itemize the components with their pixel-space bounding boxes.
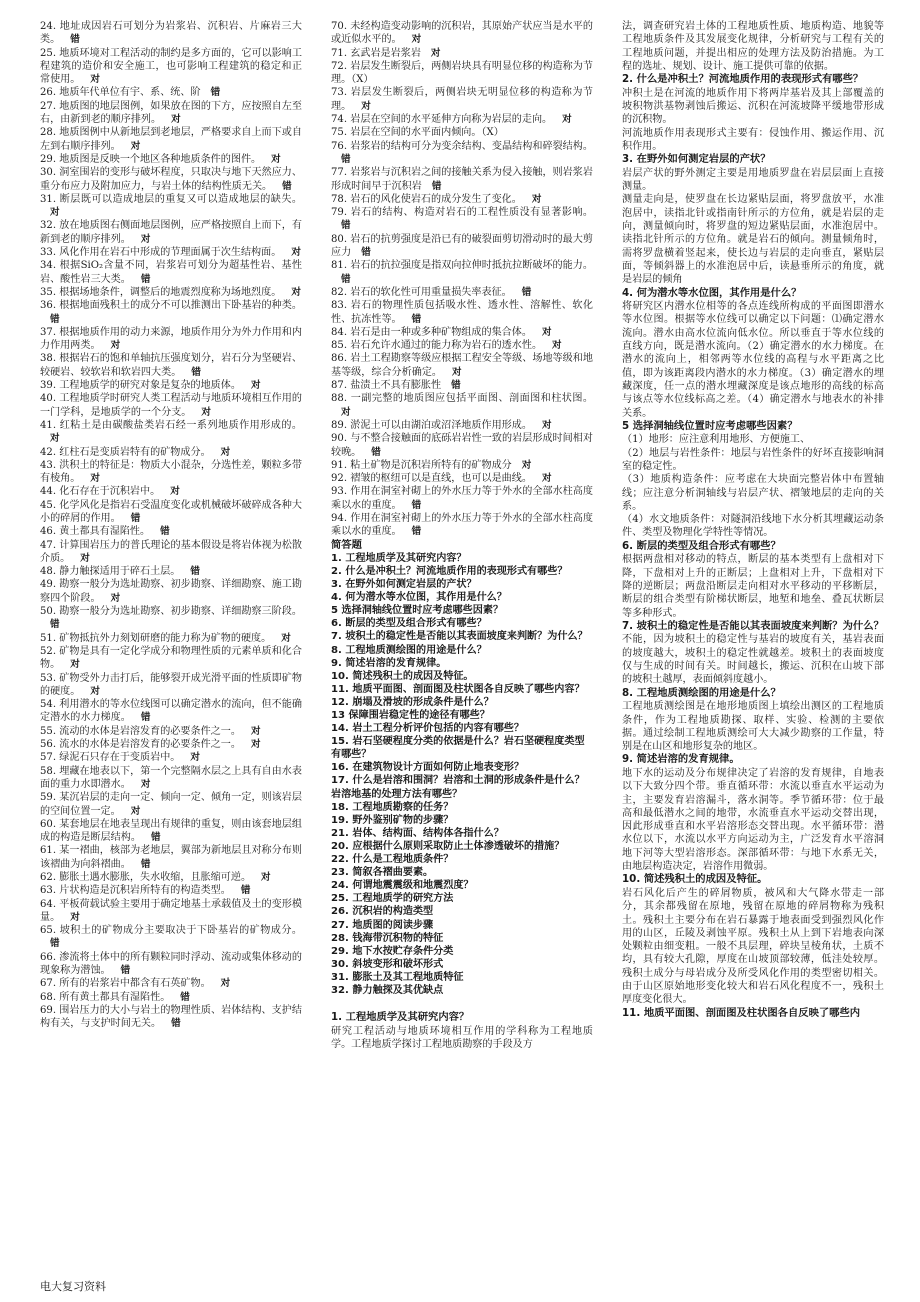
statement-text: 74. 岩层在空间的水平延伸方向称为岩层的走向。 — [331, 114, 553, 126]
statement-text: 29. 地质图是反映一个地区各种地质条件的图件。 — [40, 153, 262, 165]
answer-mark: 对 — [220, 978, 231, 990]
answer-mark: 错 — [411, 313, 422, 325]
statement-text: 92. 褶皱的枢纽可以是直线，也可以是曲线。 — [331, 473, 532, 485]
true-false-item — [40, 765, 302, 792]
answer-mark: 对 — [50, 207, 60, 219]
question-item: 18. 工程地质勘察的任务？ — [331, 801, 454, 813]
answer-mark: 对 — [50, 433, 60, 445]
question-item: 8. 工程地质测绘图的用途是什么？ — [331, 644, 487, 656]
statement-text: 75. 岩层在空间的水平面内倾向。（X） — [331, 127, 504, 139]
answer-mark: 对 — [521, 459, 532, 471]
true-false-item — [40, 844, 302, 871]
answer-mark: 错 — [160, 526, 170, 538]
statement-text: 78. 岩石的风化使岩石的成分发生了变化。 — [331, 193, 522, 205]
question-item: 2. 什么是冲积土？河流地质作用的表现形式有哪些？ — [331, 565, 568, 577]
answer-mark: 对 — [452, 366, 462, 378]
true-false-item — [331, 379, 593, 392]
answer-paragraph: 岩石风化后产生的碎屑物质，被风和大气降水带走一部分，其余都残留在原地，残留在原地的碎屑物称为残积土。残积土主要分布在岩石暴露于地表面受到强烈风化作用的山区，丘陵及剥蚀平原。残积土从上到下岩地表向深处颗粒由细变粗。一般不具层理，碎块呈棱角状，土质不均，具有较大孔隙，厚度在山坡顶部较薄，低洼处较厚。残积土成分与母岩成分及所受风化作用的类型密切相关。由于山区原始地形变化较大和岩石风化程度不一，残积土厚度变化很大。 — [622, 887, 884, 1006]
statement-text: 59. 某沉岩层的走向一定、倾向一定、倾角一定，则该岩层的空间位置一定。 — [40, 792, 302, 817]
answer-mark: 对 — [190, 752, 200, 764]
question-item: 25. 工程地质学的研究方法 — [331, 893, 454, 905]
true-false-item — [40, 525, 302, 538]
true-false-item — [40, 153, 302, 166]
question-item: 17. 什么是岩溶和围洞？岩溶和土洞的形成条件是什么？岩溶地基的处理方法有哪些？ — [331, 775, 585, 800]
answer-paragraph: 地下水的运动及分布规律决定了岩溶的发育规律，自地表以下大致分四个带。垂直循环带：水流以垂直水平运动为主，主要发育岩溶漏斗，落水洞等。季节循环带：位于最高和最低潜水之间的地带，水流垂直水平运动交替出现，因此形成垂直和水平岩溶形态交替出现。水平循环带：潜水位以下，水流以水平方向运动为主，广泛发育水平溶洞地下河等大型岩溶形态。深部循环带：与地下水系无关，由地层构造决定，岩溶作用微弱。 — [622, 768, 884, 873]
true-false-item — [40, 20, 302, 47]
answer-heading: 10. 简述残积土的成因及特征。 — [622, 873, 768, 886]
spacer — [331, 997, 593, 1011]
true-false-item — [40, 246, 302, 259]
answer-mark: 错 — [50, 938, 60, 950]
true-false-item — [40, 193, 302, 220]
answer-mark: 对 — [80, 552, 90, 564]
statement-text: 85. 岩石允许水通过的能力称为岩石的透水性。 — [331, 340, 543, 352]
answer-mark: 错 — [341, 153, 351, 165]
true-false-item — [40, 86, 302, 99]
answer-paragraph: 河流地质作用表现形式主要有：侵蚀作用、搬运作用、沉积作用。 — [622, 127, 884, 152]
answer-heading: 5 选择洞轴线位置时应考虑哪些因素？ — [622, 419, 798, 432]
answer-mark: 错 — [50, 313, 60, 325]
answer-mark: 错 — [210, 87, 221, 99]
statement-text: 60. 某套地层在地表呈现出有规律的重复，则由该套地层组成的构造是断层结构。 — [40, 818, 302, 844]
statement-text: 89. 淤泥土可以由湖泊或沼泽地质作用形成。 — [331, 419, 532, 431]
statement-text: 68. 所有黄土都具有湿陷性。 — [40, 991, 171, 1003]
middle-column — [331, 20, 593, 1051]
answer-mark: 错 — [140, 858, 151, 870]
answer-heading: 8. 工程地质测绘图的用途是什么？ — [622, 686, 781, 699]
statement-text: 47. 计算围岩压力的普氏理论的基本假设是将岩体视为松散介质。 — [40, 539, 302, 564]
answer-mark: 对 — [90, 74, 100, 86]
question-item: 13 保障围岩稳定性的途径有哪些？ — [331, 710, 490, 721]
statement-text: 42. 红柱石是变质岩特有的矿物成分。 — [40, 446, 211, 458]
statement-text: 34. 根据SiO₂含量不同，岩浆岩可划分为超基性岩、基性岩、酸性岩三大类。 — [40, 260, 302, 285]
answer-mark: 错 — [140, 712, 151, 724]
statement-text: 55. 流动的水体是岩溶发育的必要条件之一。 — [40, 725, 241, 737]
answer-mark: 对 — [130, 805, 141, 817]
statement-text: 79. 岩石的结构、构造对岩石的工程性质没有显著影响。 — [331, 207, 593, 219]
true-false-item — [40, 698, 302, 725]
statement-text: 45. 化学风化是指岩石受温度变化或机械破坏破碎成各种大小的碎屑的作用。 — [40, 499, 302, 524]
answer-mark: 错 — [50, 619, 60, 631]
statement-text: 88. 一副完整的地质图应包括平面图、剖面图和柱状图。 — [331, 393, 593, 405]
true-false-item — [331, 339, 593, 352]
question-item: 4. 何为潜水等水位图，其作用是什么？ — [331, 592, 507, 604]
true-false-item — [40, 578, 302, 605]
true-false-item — [40, 259, 302, 286]
true-false-item — [40, 299, 302, 326]
statement-text: 56. 流水的水体是岩溶发育的必要条件之一。 — [40, 739, 241, 751]
true-false-item — [40, 565, 302, 578]
question-item: 6. 断层的类型及组合形式有哪些？ — [331, 618, 487, 630]
true-false-item — [331, 352, 593, 379]
true-false-item — [40, 126, 302, 153]
true-false-item — [40, 791, 302, 818]
statement-text: 72. 岩层发生断裂后，两侧岩块具有明显位移的构造称为节理。（X） — [331, 60, 593, 86]
answer-paragraph: （2）地层与岩性条件：地层与岩性条件的好坏直接影响洞室的稳定性。 — [622, 447, 884, 472]
statement-text: 84. 岩石是由一种或多种矿物组成的集合体。 — [331, 326, 532, 338]
answer-mark: 对 — [90, 685, 100, 697]
statement-text: 26. 地质年代单位有宇、系、统、阶 — [40, 87, 201, 99]
true-false-item — [40, 100, 302, 127]
true-false-item — [331, 140, 593, 167]
question-item: 31. 膨胀土及其工程地质特征 — [331, 971, 464, 983]
statement-text: 46. 黄土都具有湿陷性。 — [40, 526, 151, 538]
true-false-item — [331, 193, 593, 206]
true-false-item — [40, 286, 302, 299]
answer-paragraph: 测量走向是，使罗盘在长边紧贴层面，将罗盘放平，水准泡居中，读指北针或指南针所示的方位角，就是岩层的走向，测量倾向时，将罗盘的短边紧贴层面，水准泡居中。读指北针所示的方位角。就是岩石的倾向。测量倾角时，需将罗盘横着竖起来，使长边与岩层的走向垂直，紧贴层面，等倾斜器上的水准泡居中后，读悬垂所示的角度，就是岩层的倾角 — [622, 194, 884, 286]
answer-mark: 错 — [341, 220, 351, 232]
answer-mark: 对 — [261, 872, 271, 883]
answer-mark: 对 — [430, 47, 441, 59]
answer-mark: 错 — [150, 832, 161, 844]
answer-mark: 错 — [70, 34, 80, 46]
answer-mark: 对 — [291, 247, 301, 259]
statement-text: 32. 放在地质图右侧面地层图例，应严格按照自上而下，有新到老的顺序排列。 — [40, 220, 302, 245]
statement-text: 33. 风化作用在岩石中形成的节理面属于次生结构面。 — [40, 247, 282, 259]
statement-text: 38. 根据岩石的饱和单轴抗压强度划分，岩石分为坚硬岩、较硬岩、较软岩和软岩四大类。 — [40, 353, 302, 378]
true-false-item — [40, 977, 302, 990]
true-false-item — [40, 818, 302, 845]
answer-mark: 错 — [120, 965, 131, 977]
question-item: 28. 钱海带沉积物的特征 — [331, 932, 444, 944]
answer-mark: 错 — [451, 380, 461, 392]
true-false-item — [40, 379, 302, 392]
true-false-item — [331, 512, 593, 539]
true-false-item — [40, 605, 302, 632]
question-item: 20. 应根据什么原则采取防止土体渗透破坏的措施？ — [331, 840, 565, 852]
answer-mark: 错 — [282, 180, 292, 192]
true-false-item — [40, 166, 302, 193]
answer-mark: 错 — [171, 1018, 181, 1030]
answer-mark: 对 — [220, 446, 231, 458]
statement-text: 76. 岩浆岩的结构可分为变余结构、变晶结构和碎裂结构。 — [331, 140, 593, 152]
question-item: 26. 沉积岩的构造类型 — [331, 906, 434, 918]
answer-heading: 1. 工程地质学及其研究内容？ — [331, 1011, 470, 1024]
true-false-item — [331, 392, 593, 419]
question-item: 30. 斜坡变形和破坏形式 — [331, 958, 444, 970]
statement-text: 49. 勘察一般分为选址勘察、初步勘察、详细勘察、施工勘察四个阶段。 — [40, 579, 302, 604]
answer-paragraph: （1）地形：应注意利用地形、方便施工、 — [622, 434, 811, 446]
true-false-item — [331, 113, 593, 126]
statement-text: 41. 红粘土是由碳酸盐类岩石经一系列地质作用形成的。 — [40, 419, 302, 431]
statement-text: 82. 岩石的软化性可用重量损失率表征。 — [331, 286, 512, 298]
statement-text: 66. 渗流将土体中的所有颗粒同时浮动、流动或集体移动的现象称为潜蚀。 — [40, 951, 302, 977]
question-item: 19. 野外鉴别矿物的步骤？ — [331, 814, 454, 826]
true-false-item — [40, 871, 302, 884]
answer-paragraph: 将研究区内潜水位相等的各点连线所构成的平面图即潜水等水位图。根据等水位线可以确定以下问题：⑴确定潜水流向。潜水由高水位流向低水位。所以垂直于等水位线的直线方向，既是潜水流向。（2）确定潜水的水力梯度。在潜水的流向上，相邻两等水位线的高程与水平距离之比值，即为该距离段内潜水的水力梯度。（3）确定潜水的埋藏深度，任一点的潜水埋藏深度是该点地形的高线的标高与该点等水位线标高之差。（4）确定潜水与地表水的补排关系。 — [622, 301, 884, 419]
answer-mark: 对 — [291, 286, 301, 298]
question-item: 3. 在野外如何测定岩层的产状？ — [331, 579, 477, 591]
statement-text: 71. 玄武岩是岩浆岩 — [331, 47, 421, 59]
answer-paragraph: 法，调查研究岩土体的工程地质性质、地质构造、地貌等工程地质条件及其发展变化规律，分析研究与工程有关的工程地质问题，并提出相应的处理方法及防治措施。为工程的选址、规划、设计、施工提供可靠的依据。 — [622, 21, 884, 72]
statement-text: 62. 膨胀土遇水膨胀，失水收缩，且胀缩可逆。 — [40, 872, 252, 883]
answer-mark: 对 — [110, 592, 121, 604]
answer-mark: 对 — [531, 193, 542, 205]
true-false-item — [40, 645, 302, 672]
statement-text: 36. 根据地面残积土的成分不可以推测出下卧基岩的种类。 — [40, 300, 302, 312]
statement-text: 63. 片状构造是沉积岩所特有的构造类型。 — [40, 885, 231, 897]
answer-mark: 对 — [130, 140, 141, 152]
answer-mark: 对 — [110, 340, 121, 352]
answer-mark: 对 — [70, 659, 80, 671]
statement-text: 91. 粘土矿物是沉积岩所特有的矿物成分 — [331, 459, 512, 471]
answer-mark: 对 — [90, 473, 100, 485]
question-item: 9. 简述岩溶的发育规律。 — [331, 657, 447, 669]
true-false-item — [40, 419, 302, 446]
answer-paragraph: （3）地质构造条件：应考虑在大块面完整岩体中布置轴线；应注意分析洞轴线与岩层产状、褶皱地层的走向的关系。 — [622, 474, 884, 512]
answer-mark: 对 — [171, 114, 181, 126]
answer-mark: 对 — [140, 233, 151, 245]
true-false-item — [331, 206, 593, 233]
true-false-item — [40, 884, 302, 897]
answer-heading: 11. 地质平面图、剖面图及柱状图各自反映了哪些内 — [622, 1006, 861, 1019]
question-item: 24. 何谓地震震级和地震烈度？ — [331, 880, 474, 892]
statement-text: 37. 根据地质作用的动力来源，地质作用分为外力作用和内力作用两类。 — [40, 326, 302, 352]
answer-mark: 错 — [130, 512, 141, 524]
true-false-item — [331, 86, 593, 113]
answer-heading: 4. 何为潜水等水位图，其作用是什么？ — [622, 286, 802, 299]
question-item: 1. 工程地质学及其研究内容？ — [331, 552, 467, 564]
question-item: 27. 地质图的阅读步骤 — [331, 919, 434, 931]
true-false-item — [40, 485, 302, 498]
answer-mark: 错 — [190, 566, 200, 578]
answer-mark: 对 — [170, 486, 180, 498]
statement-text: 93. 作用在洞室衬砌上的外水压力等于外水的全部水柱高度乘以水的重度。 — [331, 486, 593, 511]
answer-mark: 对 — [250, 739, 261, 751]
question-item: 29. 地下水按贮存条件分类 — [331, 945, 454, 957]
true-false-item — [40, 446, 302, 459]
true-false-item — [331, 126, 593, 139]
true-false-item — [40, 352, 302, 379]
answer-mark: 对 — [250, 725, 261, 737]
answer-mark: 对 — [541, 473, 552, 485]
answer-mark: 错 — [240, 885, 251, 897]
answer-mark: 错 — [411, 526, 422, 538]
statement-text: 90. 与不整合接触面的底砾岩岩性一致的岩层形成时间相对较晚。 — [331, 433, 593, 458]
true-false-item — [331, 47, 593, 60]
answer-paragraph: 根据两盘相对移动的特点，断层的基本类型有上盘相对下降，下盘相对上升的正断层；上盘相对上升，下盘相对下降的逆断层；两盘沿断层走向相对水平移动的平移断层，断层的组合类型有阶梯状断层，地堑和地垒、叠瓦状断层等多种形式。 — [622, 554, 884, 619]
statement-text: 24. 地址成因岩石可划分为岩浆岩、沉积岩、片麻岩三大类。 — [40, 21, 302, 46]
true-false-item — [40, 751, 302, 764]
true-false-item — [40, 392, 302, 419]
true-false-item — [40, 738, 302, 751]
answer-mark: 对 — [541, 419, 552, 431]
true-false-item — [40, 499, 302, 526]
true-false-item — [40, 632, 302, 645]
true-false-item — [40, 459, 302, 486]
true-false-item — [331, 299, 593, 326]
answer-mark: 错 — [521, 286, 532, 298]
statement-text: 64. 平板荷载试验主要用于确定地基土承载值及土的变形模量。 — [40, 898, 302, 923]
statement-text: 25. 地质环境对工程活动的制约是多方面的，它可以影响工程建筑的造价和安全施工，也可影响工程建筑的稳定和正常使用。 — [40, 47, 302, 86]
statement-text: 65. 坡积土的矿物成分主要取决于下卧基岩的矿物成分。 — [40, 925, 302, 937]
statement-text: 69. 围岩压力的大小与岩土的物理性质、岩体结构、支护结构有关，与支护时间无关。 — [40, 1004, 302, 1030]
statement-text: 61. 某一褶曲，核部为老地层，翼部为新地层且对称分布则该褶曲为向斜褶曲。 — [40, 845, 302, 870]
statement-text: 53. 矿物受外力击打后，能够裂开成光滑平面的性质即矿物的硬度。 — [40, 672, 302, 697]
statement-text: 81. 岩石的抗拉强度是指双向拉伸时抵抗拉断破坏的能力。 — [331, 260, 593, 272]
answer-mark: 错 — [361, 247, 371, 259]
answer-heading: 6. 断层的类型及组合形式有哪些？ — [622, 539, 781, 552]
right-column — [622, 20, 884, 1020]
answer-paragraph: 岩层产状的野外测定主要是用地质罗盘在岩层层面上直接测量。 — [622, 167, 884, 193]
question-item: 5 选择洞轴线位置时应考虑哪些因素？ — [331, 605, 504, 617]
answer-heading: 2. 什么是冲积土？河流地质作用的表现形式有哪些？ — [622, 73, 864, 86]
statement-text: 70. 未经构造变动影响的沉积岩，其原始产状应当是水平的或近似水平的。 — [331, 21, 593, 46]
statement-text: 30. 洞室围岩的变形与破坏程度，只取决与地下天然应力、重分布应力及附加应力，与岩土体的结构性质无关。 — [40, 167, 302, 192]
answer-paragraph: 工程地质测绘图是在地形地质图上填绘出测区的工程地质条件，作为工程地质勘探、取样、实验、检测的主要依据。通过绘制工程地质测绘可大大减少勘察的工作量，特别是在山区和地形复杂的地区。 — [622, 701, 884, 753]
answer-mark: 对 — [541, 326, 552, 338]
answer-mark: 错 — [341, 273, 351, 285]
answer-paragraph: 冲积土是在河流的地质作用下将两岸基岩及其上部覆盖的坡积物洪基物剥蚀后搬运、沉积在河流坡降平缓地带形成的沉积物。 — [622, 87, 884, 126]
true-false-item — [40, 924, 302, 951]
true-false-item — [331, 459, 593, 472]
answer-heading: 9. 简述岩溶的发育规律。 — [622, 753, 740, 766]
statement-text: 44. 化石存在于沉积岩中。 — [40, 486, 161, 498]
true-false-item — [331, 20, 593, 47]
true-false-item — [40, 725, 302, 738]
question-item: 22. 什么是工程地质条件？ — [331, 854, 454, 866]
answer-mark: 对 — [361, 100, 371, 112]
true-false-item — [331, 432, 593, 459]
question-item: 11. 地质平面图、剖面图及柱状图各自反映了哪些内容？ — [331, 683, 585, 695]
left-column — [40, 20, 302, 1031]
question-item: 10. 简述残积土的成因及特征。 — [331, 670, 474, 682]
section-title: 简答题 — [331, 538, 362, 551]
question-item: 15. 岩石坚硬程度分类的依据是什么？岩石坚硬程度类型有哪些？ — [331, 736, 585, 761]
statement-text: 51. 矿物抵抗外力刻划研磨的能力称为矿物的硬度。 — [40, 632, 272, 644]
answer-mark: 对 — [271, 153, 281, 165]
statement-text: 80. 岩石的抗剪强度是沿已有的破裂面剪切滑动时的最大剪应力 — [331, 233, 593, 259]
true-false-item — [40, 991, 302, 1004]
true-false-item — [331, 166, 593, 193]
statement-text: 28. 地质图例中从新地层到老地层，严格要求自上而下或自左到右顺序排列。 — [40, 127, 302, 152]
answer-mark: 对 — [562, 114, 572, 126]
question-item: 32. 静力触探及其优缺点 — [331, 984, 444, 996]
true-false-item — [331, 286, 593, 299]
answer-heading: 7. 坡积土的稳定性是否能以其表面坡度来判断？为什么？ — [622, 619, 884, 632]
true-false-item — [331, 233, 593, 260]
answer-mark: 错 — [140, 273, 151, 285]
statement-text: 27. 地质图的地层图例，如果放在图的下方，应按照自左至右，由新到老的顺序排列。 — [40, 100, 302, 126]
statement-text: 48. 静力触探适用于碎石土层。 — [40, 566, 181, 578]
statement-text: 57. 绿泥石只存在于变质岩中。 — [40, 752, 181, 764]
answer-mark: 对 — [411, 34, 422, 46]
true-false-item — [331, 326, 593, 339]
true-false-item — [40, 539, 302, 566]
true-false-item — [40, 47, 302, 87]
statement-text: 87. 盐渍土不具有膨胀性 — [331, 380, 442, 392]
answer-mark: 对 — [281, 632, 291, 644]
answer-mark: 对 — [341, 406, 351, 418]
answer-mark: 对 — [140, 778, 151, 790]
answer-mark: 对 — [552, 340, 562, 352]
question-item: 21. 岩体、结构面、结构体各指什么？ — [331, 827, 504, 839]
true-false-item — [331, 419, 593, 432]
true-false-item — [331, 485, 593, 512]
statement-text: 94. 作用在洞室衬砌上的外水压力等于外水的全部水柱高度乘以水的重度。 — [331, 512, 593, 538]
answer-mark: 对 — [70, 911, 80, 923]
statement-text: 40. 工程地质学时研究人类工程活动与地质环境相互作用的一门学科，是地质学的一个分支。 — [40, 393, 302, 418]
page-footer: 电大复习资料 — [40, 1280, 106, 1293]
statement-text: 67. 所有的岩浆岩中都含有石英矿物。 — [40, 978, 211, 990]
answer-paragraph: 研究工程活动与地质环境相互作用的学科称为工程地质学。工程地质学探讨工程地质勘察的手段及方 — [331, 1025, 593, 1050]
statement-text: 54. 利用潜水的等水位线图可以确定潜水的流向，但不能确定潜水的水力梯度。 — [40, 699, 302, 724]
question-item: 16. 在建筑物设计方面如何防止地表变形？ — [331, 762, 524, 774]
statement-text: 86. 岩土工程勘察等级应根据工程安全等级、场地等级和地基等级，综合分析确定。 — [331, 353, 593, 378]
question-item: 12. 崩塌及滑坡的形成条件是什么？ — [331, 696, 494, 708]
answer-mark: 错 — [180, 991, 190, 1003]
statement-text: 83. 岩石的物理性质包括吸水性、透水性、溶解性、软化性、抗冻性等。 — [331, 300, 593, 325]
answer-mark: 错 — [191, 366, 201, 378]
true-false-item — [40, 672, 302, 699]
statement-text: 35. 根据场地条件，调整后的地震烈度称为场地烈度。 — [40, 286, 282, 298]
statement-text: 31. 断层既可以造成地层的重复又可以造成地层的缺失。 — [40, 193, 302, 205]
statement-text: 77. 岩浆岩与沉积岩之间的接触关系为侵入接触，则岩浆岩形成时间早于沉积岩 — [331, 167, 593, 192]
answer-mark: 错 — [371, 446, 381, 458]
answer-mark: 对 — [201, 406, 211, 418]
answer-paragraph: （4）水文地质条件：对隧洞沿线地下水分析其埋藏运动条件、类型及物理化学特性等情况。 — [622, 514, 884, 539]
statement-text: 52. 矿物是具有一定化学成分和物理性质的元素单质和化合物。 — [40, 645, 302, 671]
answer-paragraph: 不能，因为坡积土的稳定性与基岩的坡度有关，基岩表面的坡度越大，坡积土的稳定性就越差。坡积土的表面坡度仅与生成的时间有关。时间越长，搬运、沉积在山坡下部的坡积土越厚，表面倾斜度越小。 — [622, 634, 884, 686]
statement-text: 58. 埋藏在地表以下，第一个完整隔水层之上具有自由水表面的重力水即潜水。 — [40, 765, 302, 790]
true-false-item — [331, 259, 593, 286]
true-false-item — [40, 326, 302, 353]
statement-text: 43. 洪积土的特征是：物质大小混杂，分选性差，颗粒多带有棱角。 — [40, 459, 302, 485]
true-false-item — [331, 60, 593, 87]
answer-heading: 3. 在野外如何测定岩层的产状？ — [622, 153, 771, 166]
true-false-item — [40, 1004, 302, 1031]
statement-text: 39. 工程地质学的研究对象是复杂的地质体。 — [40, 380, 241, 392]
true-false-item — [40, 951, 302, 978]
question-item: 23. 简叙各褶曲要素。 — [331, 867, 434, 879]
question-item: 14. 岩土工程分析评价包括的内容有哪些？ — [331, 723, 524, 735]
answer-mark: 错 — [411, 499, 422, 511]
question-item: 7. 坡积土的稳定性是否能以其表面坡度来判断？为什么？ — [331, 631, 588, 643]
answer-mark: 错 — [431, 180, 442, 192]
statement-text: 73. 岩层发生断裂后，两侧岩块无明显位移的构造称为节理。 — [331, 87, 593, 112]
answer-mark: 对 — [250, 380, 261, 392]
true-false-item — [331, 472, 593, 485]
statement-text: 50. 勘察一般分为选址勘察、初步勘察、详细勘察三阶段。 — [40, 606, 302, 618]
true-false-item — [40, 898, 302, 925]
true-false-item — [40, 219, 302, 246]
